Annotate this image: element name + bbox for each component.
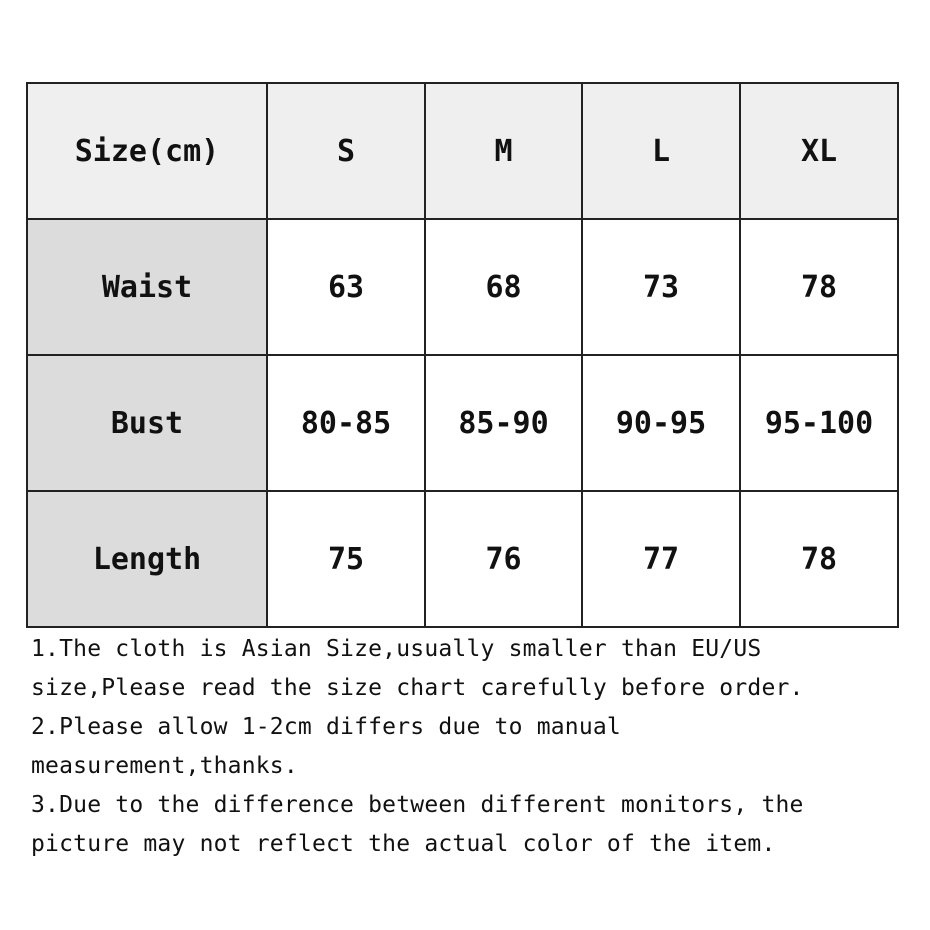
table-header-row bbox=[27, 83, 898, 219]
header-cell-xl: XL bbox=[740, 83, 898, 219]
header-cell-size-cm: Size(cm) bbox=[27, 83, 267, 219]
table-cell: 78 bbox=[740, 491, 898, 627]
table-cell: 78 bbox=[740, 219, 898, 355]
table-cell: 80-85 bbox=[267, 355, 425, 491]
table-row-length bbox=[27, 491, 898, 627]
table-cell: 63 bbox=[267, 219, 425, 355]
header-cell-l: L bbox=[582, 83, 740, 219]
table-cell: 95-100 bbox=[740, 355, 898, 491]
table-cell: 85-90 bbox=[425, 355, 582, 491]
table-cell: 75 bbox=[267, 491, 425, 627]
note-2: 2.Please allow 1-2cm differs due to manual measurement,thanks. bbox=[31, 714, 621, 779]
header-cell-m: M bbox=[425, 83, 582, 219]
table-cell: 77 bbox=[582, 491, 740, 627]
table-cell: 73 bbox=[582, 219, 740, 355]
header-cell-s: S bbox=[267, 83, 425, 219]
note-1: 1.The cloth is Asian Size,usually smaller than EU/US size,Please read the size chart carefully before order. bbox=[31, 636, 804, 701]
note-3: 3.Due to the difference between different monitors, the picture may not reflect the actual color of the item. bbox=[31, 792, 804, 857]
size-table bbox=[26, 82, 899, 628]
size-notes bbox=[31, 630, 901, 864]
row-label-length: Length bbox=[27, 491, 267, 627]
row-label-waist: Waist bbox=[27, 219, 267, 355]
row-label-bust: Bust bbox=[27, 355, 267, 491]
size-chart bbox=[26, 82, 897, 626]
table-row-waist bbox=[27, 219, 898, 355]
table-cell: 90-95 bbox=[582, 355, 740, 491]
table-cell: 76 bbox=[425, 491, 582, 627]
table-row-bust bbox=[27, 355, 898, 491]
table-cell: 68 bbox=[425, 219, 582, 355]
